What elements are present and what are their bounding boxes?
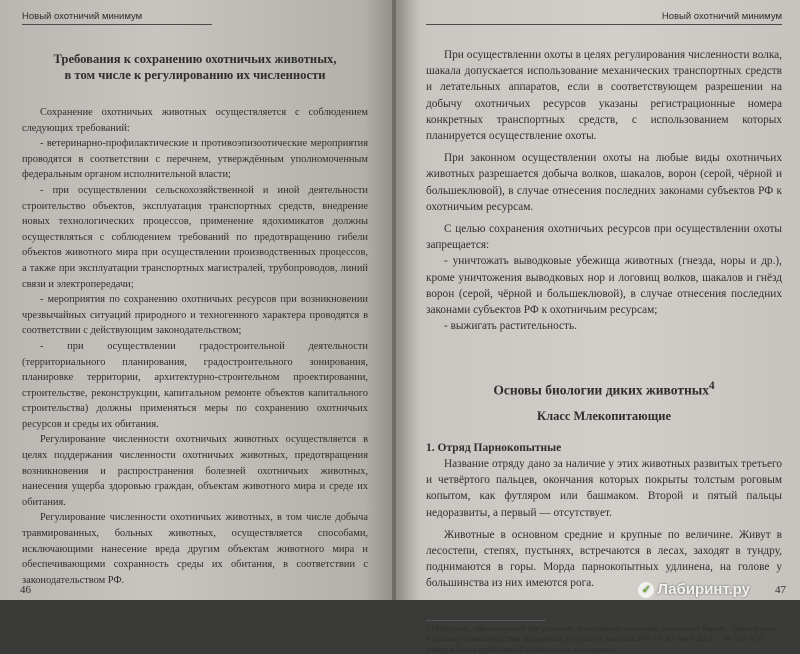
left-title (22, 51, 368, 83)
left-paragraph: Сохранение охотничьих животных осуществляется с соблюдением следующих требований: (22, 107, 368, 134)
left-paragraph: - мероприятия по сохранению охотничьих ресурсов при возникновении чрезвычайных ситуаций природного и техногенного характера проводятся в соответствии с действующим законодательством; (22, 294, 368, 337)
order-paragraph: Животные в основном средние и крупные по величине. Живут в лесостепи, степях, пустынях, встречаются в лесах, заходят в тундру, поднимаются в горы. Морда парнокопытных удлинена, на голове у большинства из них имеются рога. (426, 528, 782, 590)
order-title: 1. Отряд Парнокопытные (426, 441, 562, 454)
left-page-number: 46 (20, 584, 31, 596)
left-title-line2: в том числе к регулированию их численности (64, 68, 326, 82)
right-page-number: 47 (775, 584, 786, 596)
right-running-head: Новый охотничий минимум (426, 10, 782, 25)
left-paragraph: - ветеринарно-профилактические и противоэпизоотические мероприятия проводятся в соответствии с перечнем, утверждённым уполномоченным федеральным органом исполнительной власти; (22, 138, 368, 181)
left-paragraph: - при осуществлении градостроительной деятельности (территориального планирования, градостроительного зонирования, планировке территории, архитектурно-строительном проектировании, строительстве, реконструкции, капитальном ремонте объектов капитального строительства) должны применяться меры по сохранению охотничьих ресурсов и среды их обитания. (22, 340, 368, 430)
right-paragraph: - уничтожать выводковые убежища животных (гнезда, норы и др.), кроме уничтожения выводковых нор и логовищ волков, шакалов и гнёзд ворон (серой, чёрной и большеклювой), в случае отнесения последних законами субъектов РФ к охотничьим ресурсам; (426, 255, 782, 317)
left-paragraph: Регулирование численности охотничьих животных, в том числе добыча травмированных, больных животных, осуществляется способами, исключающими нанесение вреда другим объектам животного мира и обеспечивающими сохранность среды их обитания, в соответствии с законодательством РФ. (22, 512, 368, 586)
order-paragraph: Название отряду дано за наличие у этих животных развитых третьего и четвёртого пальцев, окончания которых покрыты толстым роговым копытом, как футляром или башмаком. Второй и пятый пальцы недоразвиты, а первый — отсутствует. (426, 457, 782, 519)
left-page (0, 0, 396, 600)
footnote-divider (426, 620, 546, 621)
left-title-line1: Требования к сохранению охотничьих животных, (53, 52, 337, 66)
left-running-head: Новый охотничий минимум (22, 10, 212, 25)
right-paragraph: При законном осуществлении охоты на любые виды охотничьих животных разрешается добыча волков, шакалов, ворон (серой, чёрной и большеклювой), в случае отнесения последних законами субъектов РФ к охотничьим ресурсам. (426, 152, 782, 213)
class-title: Класс Млекопитающие (537, 408, 671, 423)
footnote: ⁴ Материал, обязательный для усвоения желающими получить охотничий билет. Приложение к Приказу Министерства природных ресурсов и экологии РФ от 30 июня 2011 г. № 568 «Об утверждении требований охотничьего минимума». (426, 622, 776, 654)
section-footnote-mark: 4 (709, 380, 715, 393)
right-paragraph: - выжигать растительность. (444, 320, 577, 333)
left-paragraph: - при осуществлении сельскохозяйственной и иной деятельности строительство объектов, эксплуатация транспортных средств, внедрение новых технологических процессов, применение ядохимикатов должны осуществляться с соблюдением требований по предотвращению гибели объектов животного мира при осуществлении производственных процессов, а также при эксплуатации транспортных магистралей, трубопроводов, линий связи и электропередачи; (22, 184, 368, 290)
watermark (638, 581, 750, 598)
right-paragraph: При осуществлении охоты в целях регулирования численности волка, шакала допускается использование механических транспортных средств и летательных аппаратов, если в соответствующем разрешении на добычу охотничьих ресурсов указаны регистрационные номера конкретных транспортных средств, с использованием которых планируется осуществление охоты. (426, 49, 782, 143)
right-page (396, 0, 800, 654)
left-paragraph: Регулирование численности охотничьих животных осуществляется в целях поддержания численности охотничьих животных, предотвращения возникновения и распространения болезней охотничьих животных, нанесения ущерба здоровью граждан, объектам животного мира и среде их обитания. (22, 434, 368, 508)
section-title-text: Основы биологии диких животных (493, 382, 710, 398)
section-title (426, 378, 782, 399)
watermark-logo-icon: ✓ (638, 582, 654, 598)
watermark-text: Лабиринт.ру (657, 580, 750, 598)
right-paragraph: С целью сохранения охотничьих ресурсов при осуществлении охоты запрещается: (426, 223, 782, 252)
